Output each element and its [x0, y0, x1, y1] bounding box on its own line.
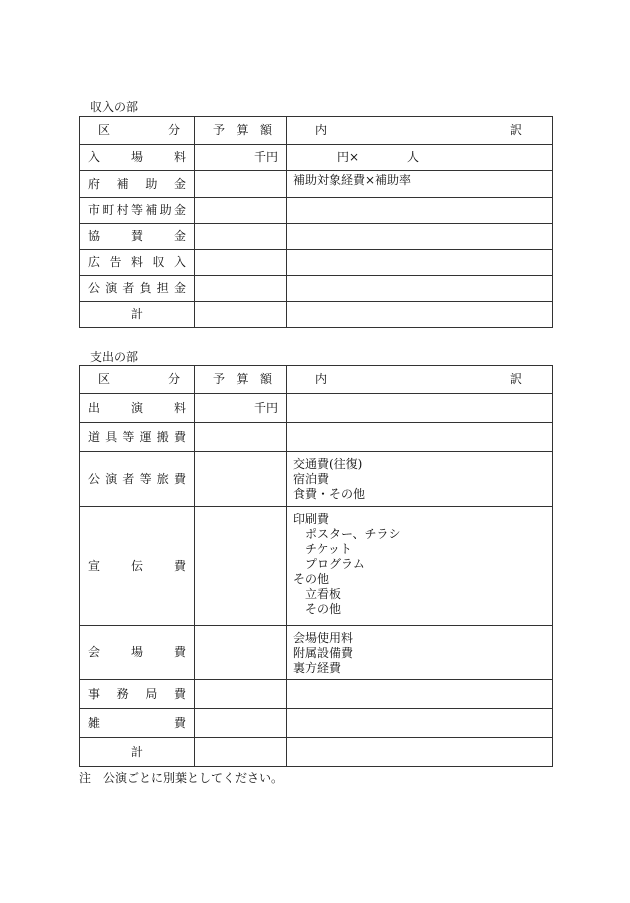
income-section-title: 収入の部	[90, 100, 139, 114]
income-total-amount	[195, 302, 287, 328]
table-row	[80, 394, 553, 423]
income-category-sponsorship: 協 賛 金	[80, 224, 195, 250]
income-amount-municipal-subsidy	[195, 198, 287, 224]
expense-amount-travel	[195, 452, 287, 507]
table-row	[80, 423, 553, 452]
expense-total-amount	[195, 738, 287, 767]
expense-detail-secretariat	[287, 680, 553, 709]
income-category-pref-subsidy: 府 補 助 金	[80, 171, 195, 198]
income-amount-sponsorship	[195, 224, 287, 250]
table-row	[80, 680, 553, 709]
table-row	[80, 171, 553, 198]
income-detail-pref-subsidy: 補助対象経費×補助率	[287, 171, 553, 198]
expense-category-transport: 道 具 等 運 搬 費	[80, 423, 195, 452]
expense-category-secretariat: 事 務 局 費	[80, 680, 195, 709]
expense-category-travel: 公 演 者 等 旅 費	[80, 452, 195, 507]
expense-detail-advertising: 印刷費 ポスター、チラシ チケット プログラム その他 立看板 その他	[287, 507, 553, 626]
table-row	[80, 626, 553, 680]
income-total-label: 計	[80, 302, 195, 328]
expense-amount-venue	[195, 626, 287, 680]
expense-category-advertising: 宣 伝 費	[80, 507, 195, 626]
expense-detail-transport	[287, 423, 553, 452]
expense-section-title: 支出の部	[90, 350, 139, 364]
income-amount-performer-share	[195, 276, 287, 302]
income-detail-performer-share	[287, 276, 553, 302]
expense-amount-advertising	[195, 507, 287, 626]
income-table	[79, 116, 553, 328]
income-category-performer-share: 公 演 者 負 担 金	[80, 276, 195, 302]
expense-category-performance-fee: 出 演 料	[80, 394, 195, 423]
income-category-admission: 入 場 料	[80, 145, 195, 171]
income-header-amount: 予 算 額	[195, 117, 287, 145]
expense-amount-transport	[195, 423, 287, 452]
expense-amount-performance-fee: 千円	[195, 394, 287, 423]
expense-amount-secretariat	[195, 680, 287, 709]
table-row	[80, 198, 553, 224]
expense-detail-misc	[287, 709, 553, 738]
expense-table	[79, 365, 553, 767]
expense-detail-performance-fee	[287, 394, 553, 423]
income-amount-pref-subsidy	[195, 171, 287, 198]
income-detail-municipal-subsidy	[287, 198, 553, 224]
income-detail-ad-revenue	[287, 250, 553, 276]
income-header-category: 区 分	[80, 117, 195, 145]
expense-detail-travel: 交通費(往復) 宿泊費 食費・その他	[287, 452, 553, 507]
table-row	[80, 250, 553, 276]
expense-header-detail: 内 訳	[287, 366, 553, 394]
expense-category-venue: 会 場 費	[80, 626, 195, 680]
table-row	[80, 276, 553, 302]
income-total-detail	[287, 302, 553, 328]
footnote: 注 公演ごとに別葉としてください。	[79, 771, 284, 785]
expense-total-row	[80, 738, 553, 767]
income-header-detail: 内 訳	[287, 117, 553, 145]
income-detail-admission: 円× 人	[287, 145, 553, 171]
expense-total-label: 計	[80, 738, 195, 767]
income-total-row	[80, 302, 553, 328]
expense-header-amount: 予 算 額	[195, 366, 287, 394]
expense-header-category: 区 分	[80, 366, 195, 394]
income-amount-admission: 千円	[195, 145, 287, 171]
expense-header-row	[80, 366, 553, 394]
table-row	[80, 709, 553, 738]
income-detail-sponsorship	[287, 224, 553, 250]
income-category-ad-revenue: 広 告 料 収 入	[80, 250, 195, 276]
table-row	[80, 224, 553, 250]
table-row	[80, 507, 553, 626]
income-category-municipal-subsidy: 市 町 村 等 補 助 金	[80, 198, 195, 224]
income-header-row	[80, 117, 553, 145]
table-row	[80, 145, 553, 171]
table-row	[80, 452, 553, 507]
expense-category-misc: 雑 費	[80, 709, 195, 738]
expense-total-detail	[287, 738, 553, 767]
income-amount-ad-revenue	[195, 250, 287, 276]
expense-amount-misc	[195, 709, 287, 738]
expense-detail-venue: 会場使用料 附属設備費 裏方経費	[287, 626, 553, 680]
